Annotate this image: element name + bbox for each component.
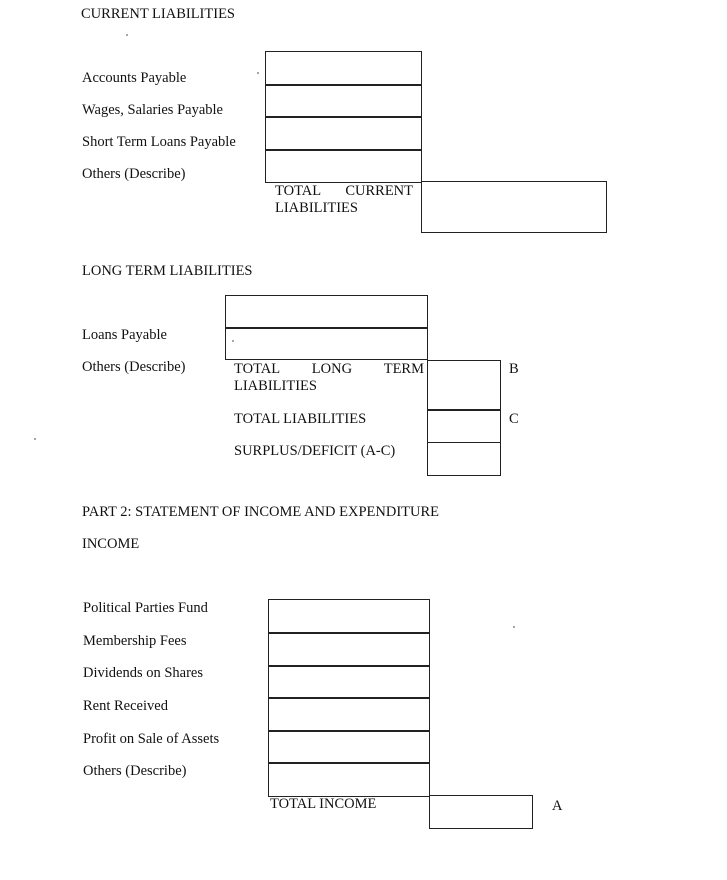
short-term-loans-payable-label: Short Term Loans Payable xyxy=(82,134,236,150)
income-others-input-box[interactable] xyxy=(268,762,430,797)
income-others-describe-label: Others (Describe) xyxy=(83,763,187,779)
accounts-payable-input-box[interactable] xyxy=(265,51,422,86)
scan-speck xyxy=(126,34,128,36)
total-long-term-liabilities-input-box[interactable] xyxy=(427,360,501,411)
part2-heading: PART 2: STATEMENT OF INCOME AND EXPENDITURE xyxy=(82,504,440,520)
current-liabilities-heading: CURRENT LIABILITIES xyxy=(81,6,235,22)
long-term-liabilities-heading: LONG TERM LIABILITIES xyxy=(82,263,253,279)
total-current-liabilities-input-box[interactable] xyxy=(421,181,607,233)
scan-speck xyxy=(232,340,234,342)
surplus-deficit-input-box[interactable] xyxy=(427,442,501,476)
dividends-on-shares-label: Dividends on Shares xyxy=(83,665,204,681)
total-long-term-liabilities-label-line2: LIABILITIES xyxy=(234,378,317,394)
total-word: TOTAL xyxy=(234,361,281,377)
marker-a: A xyxy=(552,798,563,814)
membership-fees-label: Membership Fees xyxy=(83,633,187,649)
total-current-liabilities-label-line1 xyxy=(275,183,413,200)
wages-salaries-payable-label: Wages, Salaries Payable xyxy=(82,102,223,118)
current-word: CURRENT xyxy=(345,183,413,199)
membership-fees-input-box[interactable] xyxy=(268,632,430,667)
loans-payable-input-box[interactable] xyxy=(225,327,428,360)
scan-speck xyxy=(257,72,259,74)
scan-speck xyxy=(513,626,515,628)
scan-speck xyxy=(34,438,36,440)
total-income-label: TOTAL INCOME xyxy=(270,796,377,812)
dividends-on-shares-input-box[interactable] xyxy=(268,665,430,699)
accounts-payable-label: Accounts Payable xyxy=(82,70,187,86)
long-term-others-describe-label: Others (Describe) xyxy=(82,359,186,375)
total-income-input-box[interactable] xyxy=(429,795,533,829)
political-parties-fund-label: Political Parties Fund xyxy=(83,600,208,616)
current-others-input-box[interactable] xyxy=(265,149,422,183)
rent-received-label: Rent Received xyxy=(83,698,168,714)
total-liabilities-input-box[interactable] xyxy=(427,409,501,443)
political-parties-fund-input-box[interactable] xyxy=(268,599,430,634)
current-others-describe-label: Others (Describe) xyxy=(82,166,186,182)
income-heading: INCOME xyxy=(82,536,140,552)
profit-on-sale-of-assets-input-box[interactable] xyxy=(268,730,430,764)
total-current-liabilities-label-line2: LIABILITIES xyxy=(275,200,358,216)
loans-payable-label: Loans Payable xyxy=(82,327,167,343)
marker-c: C xyxy=(509,411,519,427)
surplus-deficit-label: SURPLUS/DEFICIT (A-C) xyxy=(234,443,396,459)
total-long-term-liabilities-label-line1 xyxy=(234,361,424,378)
long-word: LONG xyxy=(311,361,353,377)
short-term-loans-payable-input-box[interactable] xyxy=(265,116,422,151)
rent-received-input-box[interactable] xyxy=(268,697,430,732)
total-word: TOTAL xyxy=(275,183,322,199)
term-word: TERM xyxy=(383,361,424,377)
marker-b: B xyxy=(509,361,519,377)
total-liabilities-label: TOTAL LIABILITIES xyxy=(234,411,367,427)
long-term-blank-input-box[interactable] xyxy=(225,295,428,329)
profit-on-sale-of-assets-label: Profit on Sale of Assets xyxy=(83,731,220,747)
wages-salaries-payable-input-box[interactable] xyxy=(265,84,422,118)
